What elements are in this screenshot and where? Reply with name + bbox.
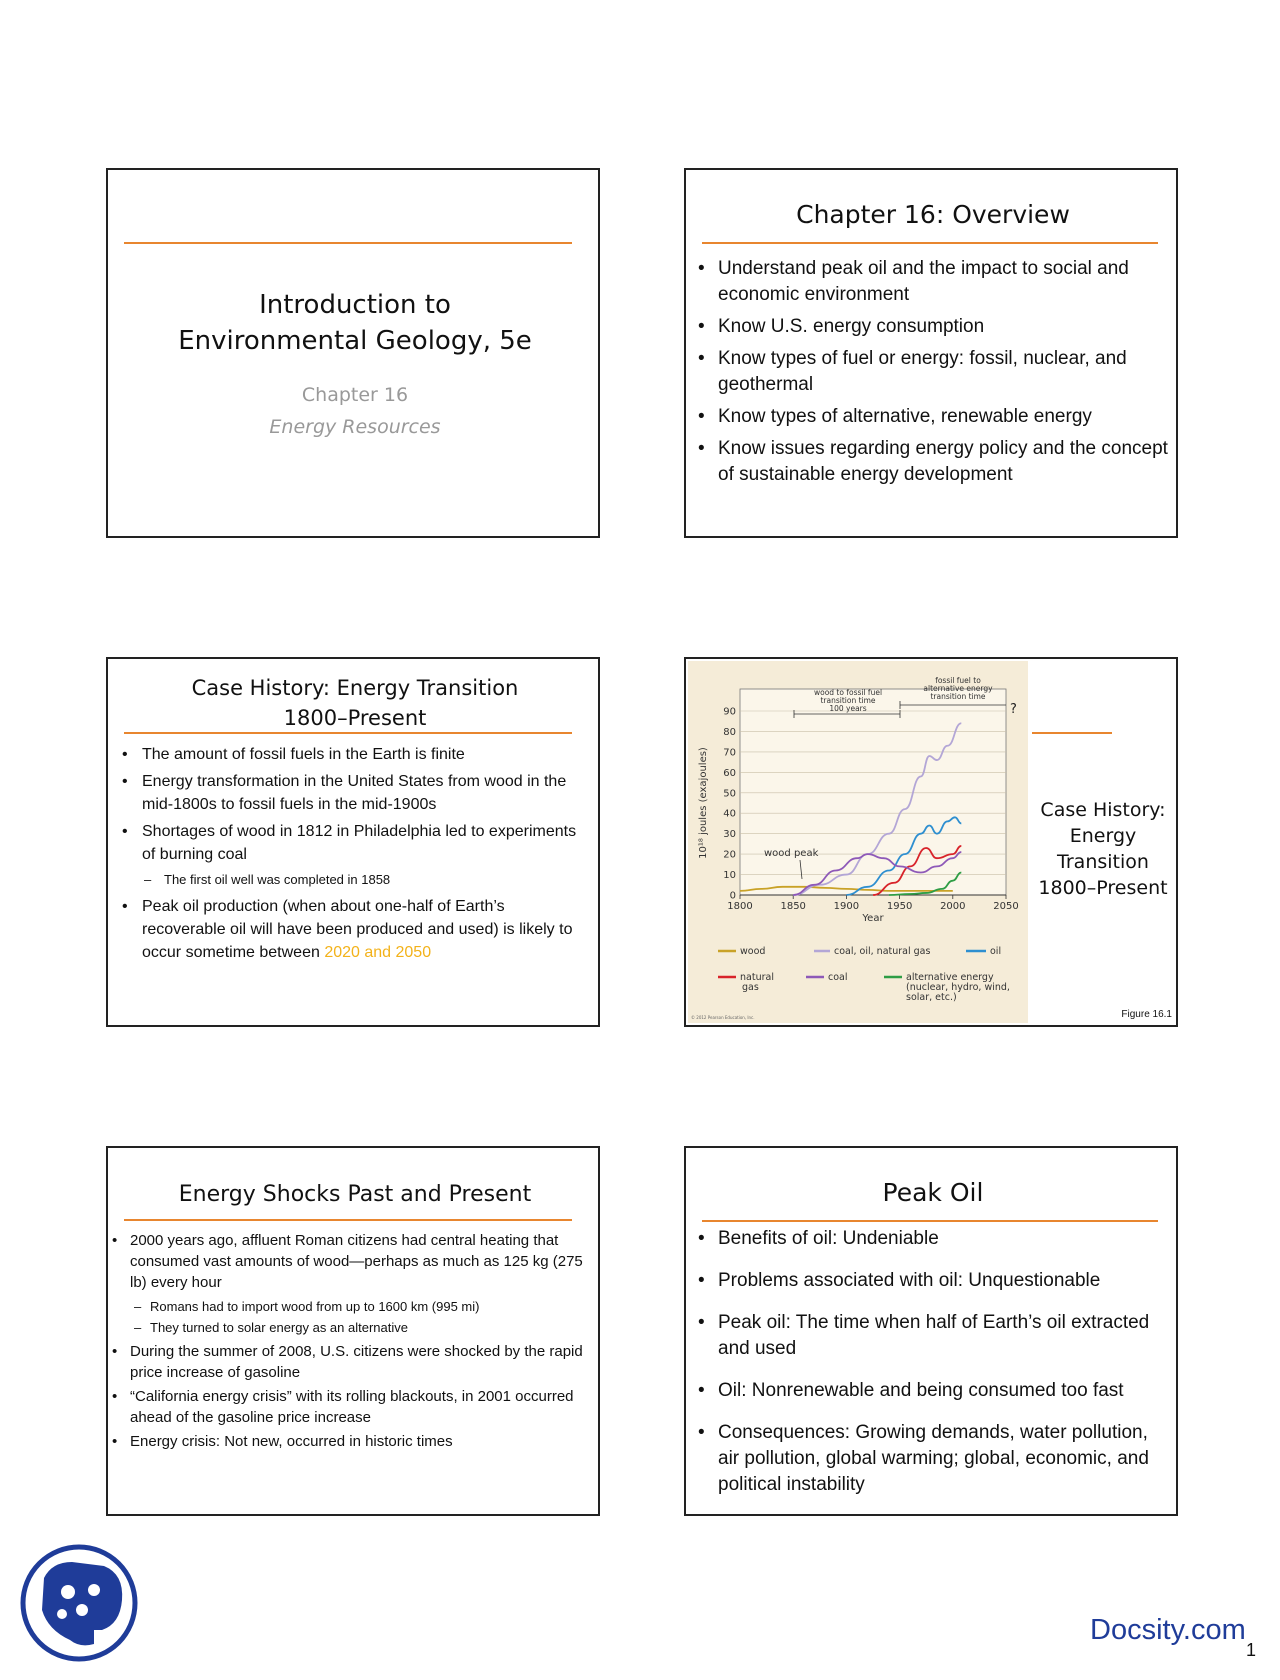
list-item: • Know types of fuel or energy: fossil, nuclear, and geothermal xyxy=(698,346,1168,398)
annotation-text: wood to fossil fuel xyxy=(813,688,883,697)
chapter-subtitle: Energy Resources xyxy=(269,416,441,438)
list-item: • Peak oil: The time when half of Earth’s oil extracted and used xyxy=(698,1310,1168,1362)
list-item: • Shortages of wood in 1812 in Philadelphia led to experiments of burning coal xyxy=(122,820,592,866)
copyright: © 2012 Pearson Education, Inc. xyxy=(691,1015,755,1020)
title-line-1: Introduction to xyxy=(259,290,451,320)
y-axis-label: 10¹⁸ joules (exajoules) xyxy=(698,747,709,859)
list-item: • Understand peak oil and the impact to social and economic environment xyxy=(698,256,1168,308)
legend-label: (nuclear, hydro, wind, xyxy=(906,982,1010,993)
figure-panel xyxy=(688,661,1028,1023)
title-rule xyxy=(124,732,572,734)
annotation-question: ? xyxy=(1010,702,1017,717)
x-axis-label: Year xyxy=(862,913,884,924)
y-tick-label: 50 xyxy=(723,788,736,800)
slide-title xyxy=(106,168,600,538)
title-line-2: Environmental Geology, 5e xyxy=(178,326,532,356)
legend-label: gas xyxy=(742,982,759,993)
title-rule xyxy=(702,1220,1158,1222)
title-rule xyxy=(124,1219,572,1221)
x-tick-label: 1900 xyxy=(833,901,860,912)
docsity-logo[interactable] xyxy=(20,1544,138,1662)
list-item: • Oil: Nonrenewable and being consumed too fast xyxy=(698,1378,1168,1404)
plot-area xyxy=(740,689,1006,895)
list-item: • Energy transformation in the United States from wood in the mid-1800s to fossil fuels in the mid-1900s xyxy=(122,770,592,816)
slide-title: Case History: Energy Transition 1800–Present xyxy=(191,676,519,730)
slide-overview xyxy=(684,168,1178,538)
figure-label: Figure 16.1 xyxy=(1121,1009,1172,1020)
list-item: • Know issues regarding energy policy and the concept of sustainable energy development xyxy=(698,436,1168,488)
docsity-brand[interactable]: Docsity.com xyxy=(1090,1614,1246,1646)
sub-list-item: – Romans had to import wood from up to 1600 km (995 mi) xyxy=(112,1296,596,1317)
list-item: • Know types of alternative, renewable energy xyxy=(698,404,1168,430)
x-tick-label: 1950 xyxy=(886,901,913,912)
y-tick-label: 10 xyxy=(723,870,736,882)
side-title-line: 1800–Present xyxy=(1038,877,1168,899)
side-title-line: Transition xyxy=(1057,851,1149,873)
legend-label: oil xyxy=(990,946,1002,957)
list-item xyxy=(122,895,592,964)
legend-label: natural xyxy=(740,972,774,983)
annotation-text: transition time xyxy=(930,692,986,701)
chapter-label: Chapter 16 xyxy=(301,384,409,406)
title-rule xyxy=(1032,732,1112,734)
legend-label: coal, oil, natural gas xyxy=(834,946,931,957)
list-item: • “California energy crisis” with its rolling blackouts, in 2001 occurred ahead of the gasoline price increase xyxy=(112,1386,596,1428)
slide-title: Chapter 16: Overview xyxy=(796,200,1070,229)
annotation-text: 100 years xyxy=(829,704,867,713)
x-tick-label: 1850 xyxy=(780,901,806,912)
highlight-years: 2020 and 2050 xyxy=(324,944,432,961)
list-item-text: Peak oil production (when about one-half of Earth’s recoverable oil will have been produced and used) is likely to occur sometime between xyxy=(142,898,573,961)
annotation-text: alternative energy xyxy=(923,684,993,693)
side-title-line: Energy xyxy=(1069,825,1137,847)
x-tick-label: 2000 xyxy=(940,901,966,912)
slide-figure xyxy=(684,657,1178,1027)
sub-list-item: – They turned to solar energy as an alternative xyxy=(112,1317,596,1338)
slide-peak-oil xyxy=(684,1146,1178,1516)
list-item: • Know U.S. energy consumption xyxy=(698,314,1168,340)
x-tick-label: 1800 xyxy=(727,901,753,912)
side-title xyxy=(1030,797,1176,901)
sub-list-item: – The first oil well was completed in 1858 xyxy=(122,868,592,891)
list-item: • 2000 years ago, affluent Roman citizens had central heating that consumed vast amounts of wood—perhaps as much as 125 kg (275 lb) every hour xyxy=(112,1230,596,1293)
bullet-list xyxy=(698,1226,1168,1498)
annotation-wood-peak: wood peak xyxy=(764,848,819,859)
bullet-list xyxy=(122,743,592,964)
title-rule xyxy=(702,242,1158,244)
bullet-list xyxy=(698,256,1168,488)
x-tick-label: 2050 xyxy=(993,901,1019,912)
y-tick-label: 0 xyxy=(729,890,736,902)
y-tick-label: 60 xyxy=(723,767,736,779)
list-item: • Consequences: Growing demands, water pollution, air pollution, global warming; global, economic, and political instability xyxy=(698,1420,1168,1498)
y-tick-label: 40 xyxy=(723,808,736,820)
energy-chart xyxy=(688,661,1028,1023)
slide-title: Peak Oil xyxy=(882,1178,984,1207)
y-tick-label: 70 xyxy=(723,747,736,759)
slide-case-history xyxy=(106,657,600,1027)
slide-energy-shocks xyxy=(106,1146,600,1516)
bullet-list xyxy=(112,1230,596,1452)
annotation-text: fossil fuel to xyxy=(935,676,981,685)
y-tick-label: 90 xyxy=(723,706,736,718)
legend-label: coal xyxy=(828,972,848,983)
y-tick-label: 80 xyxy=(723,726,736,738)
legend-label: solar, etc.) xyxy=(906,992,957,1003)
annotation-text: transition time xyxy=(820,696,876,705)
side-title-line: Case History: xyxy=(1040,799,1166,821)
page-number: 1 xyxy=(1246,1640,1257,1660)
list-item: • Problems associated with oil: Unquestionable xyxy=(698,1268,1168,1294)
list-item: • Benefits of oil: Undeniable xyxy=(698,1226,1168,1252)
list-item: • The amount of fossil fuels in the Earth is finite xyxy=(122,743,592,766)
list-item: • Energy crisis: Not new, occurred in historic times xyxy=(112,1431,596,1452)
slide-title: Energy Shocks Past and Present xyxy=(178,1182,532,1207)
legend-label: wood xyxy=(740,946,766,957)
title-rule xyxy=(124,242,572,244)
legend-label: alternative energy xyxy=(906,972,994,983)
list-item: • During the summer of 2008, U.S. citizens were shocked by the rapid price increase of gasoline xyxy=(112,1341,596,1383)
y-tick-label: 30 xyxy=(723,829,736,841)
y-tick-label: 20 xyxy=(723,849,736,861)
